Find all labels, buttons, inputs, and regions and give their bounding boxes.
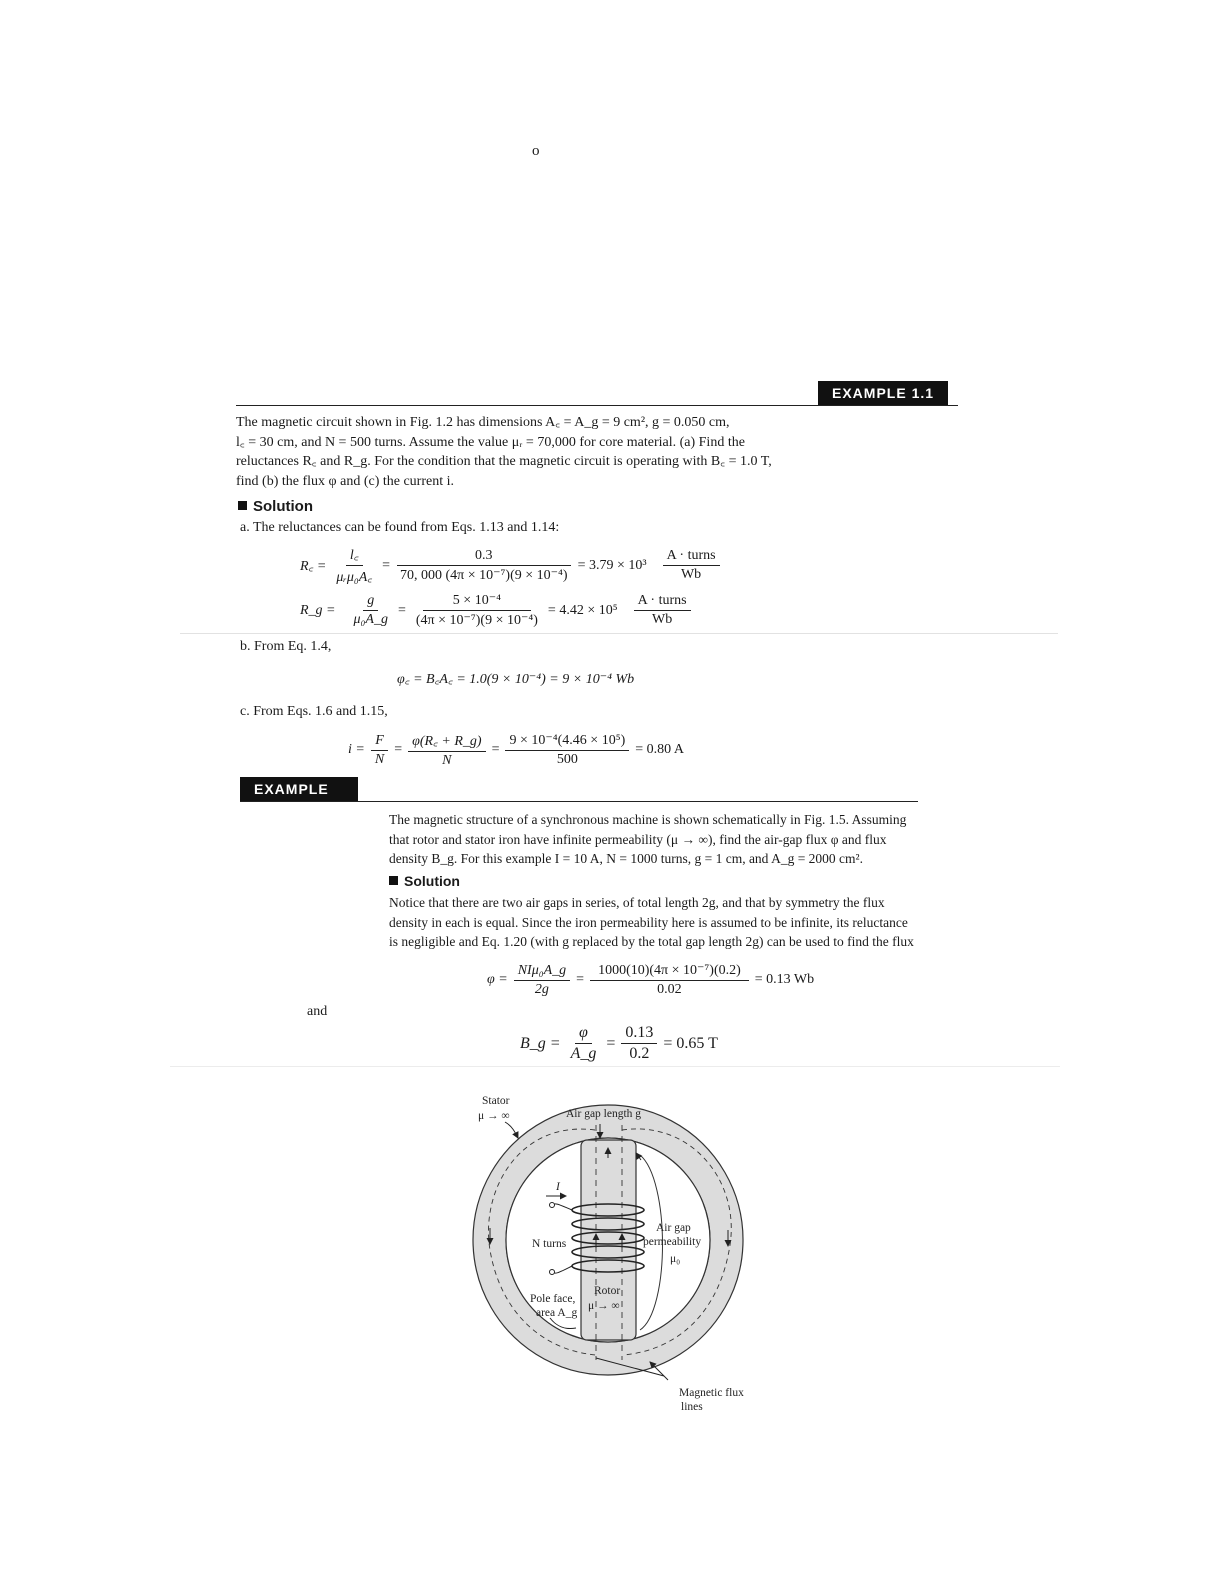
example-1-1-solution-heading: Solution bbox=[238, 498, 313, 515]
example-1-1-badge: EXAMPLE 1.1 bbox=[818, 381, 948, 405]
step-b: b. From Eq. 1.4, bbox=[240, 639, 332, 654]
label-stator-mu: μ → ∞ bbox=[478, 1110, 510, 1122]
label-stator: Stator bbox=[482, 1095, 510, 1107]
label-mu0: μ₀ bbox=[670, 1253, 681, 1265]
label-rotor-mu: μ → ∞ bbox=[588, 1300, 620, 1312]
equation-flux-core: φ꜀ = B꜀A꜀ = 1.0(9 × 10⁻⁴) = 9 × 10⁻⁴ Wb bbox=[397, 672, 635, 687]
label-n-turns: N turns bbox=[532, 1238, 567, 1250]
square-bullet-icon bbox=[389, 876, 398, 885]
step-c: c. From Eqs. 1.6 and 1.15, bbox=[240, 704, 388, 719]
fraction: $\frac{\text{1000(10)(4π × 10⁻⁷)(0.2)}}{0.02}$ bbox=[590, 962, 749, 998]
fraction: $\frac{g}{\text{μ₀A\_g}}$ bbox=[353, 593, 388, 627]
example-1-1-rule bbox=[236, 405, 958, 406]
equation-air-gap-flux: φ = $\frac{\text{NIμ₀A\_g}}{2g}$ = $\frac{\text{1000(10)(4π × 10⁻⁷)(0.2)}}{0.02}$ = 0.13 Wb bbox=[487, 962, 815, 997]
label-rotor: Rotor bbox=[594, 1285, 621, 1297]
fraction: $\frac{0.13}{0.2}$ bbox=[621, 1024, 657, 1063]
scan-line bbox=[170, 1066, 1060, 1067]
terminal-icon bbox=[550, 1270, 555, 1275]
example-1-2-solution-text bbox=[389, 893, 919, 952]
label-permeability: permeability bbox=[643, 1236, 702, 1248]
equation-reluctance-core: R꜀ = $\frac{l꜀}{\text{μᵣμ₀A꜀}}$ = $\frac{0.3}{\text{70, 000 (4π × 10⁻⁷)(9 × 10⁻⁴)}}$ = 3.79 × 10³ $\frac{\text{A · turns}}{Wb}$ bbox=[300, 545, 720, 586]
terminal-icon bbox=[550, 1203, 555, 1208]
label-air-gap-length: Air gap length g bbox=[566, 1108, 642, 1120]
problem-line: The magnetic circuit shown in Fig. 1.2 has dimensions A꜀ = A_g = 9 cm², g = 0.050 cm, bbox=[236, 415, 730, 430]
label-pole-face: Pole face, bbox=[530, 1293, 576, 1305]
example-1-2-badge: EXAMPLE 1.2 bbox=[240, 777, 358, 801]
example-1-1-problem bbox=[236, 413, 799, 491]
equation-reluctance-gap: R_g = $\frac{g}{\text{μ₀A\_g}}$ = $\frac{\text{5 × 10⁻⁴}}{\text{(4π × 10⁻⁷)(9 × 10⁻⁴)}}$ = 4.42 × 10⁵ $\frac{\text{A · turns}}{Wb}$ bbox=[300, 592, 691, 629]
label-air-gap: Air gap bbox=[656, 1222, 691, 1234]
problem-line: density B_g. For this example I = 10 A, N = 1000 turns, g = 1 cm, and A_g = 2000 cm². bbox=[389, 851, 863, 866]
square-bullet-icon bbox=[238, 501, 247, 510]
fraction: $\frac{\varphi}{A\_g}$ bbox=[570, 1024, 597, 1062]
scan-line bbox=[180, 633, 1058, 634]
fraction: $\frac{\text{NIμ₀A\_g}}{2g}$ bbox=[514, 963, 570, 998]
label-pole-area: area A_g bbox=[536, 1307, 578, 1319]
fraction: $\frac{\text{5 × 10⁻⁴}}{\text{(4π × 10⁻⁷)(9 × 10⁻⁴)}}$ bbox=[415, 593, 538, 628]
synchronous-machine-figure bbox=[440, 1088, 780, 1418]
label-current: I bbox=[556, 1181, 560, 1193]
problem-line: The magnetic structure of a synchronous machine is shown schematically in Fig. 1.5. Assuming bbox=[389, 812, 907, 827]
fraction: $\frac{0.3}{\text{70, 000 (4π × 10⁻⁷)(9 × 10⁻⁴)}}$ bbox=[396, 548, 572, 584]
problem-line: that rotor and stator iron have infinite permeability (μ → ∞), find the air-gap flux φ and flux bbox=[389, 831, 887, 847]
fraction: $\frac{F}{N}$ bbox=[371, 733, 388, 768]
fraction: $\frac{l꜀}{\text{μᵣμ₀A꜀}}$ bbox=[332, 545, 376, 586]
fraction: $\frac{\text{9 × 10⁻⁴(4.46 × 10⁵)}}{500}$ bbox=[505, 732, 629, 768]
unit-fraction: $\frac{\text{A · turns}}{Wb}$ bbox=[663, 548, 720, 583]
label-lines: lines bbox=[681, 1401, 703, 1413]
problem-line: find (b) the flux φ and (c) the current i. bbox=[236, 473, 454, 489]
fraction: $\frac{\varphi(R꜀ + R\_g)}{N}$ bbox=[408, 731, 485, 769]
unit-fraction: $\frac{\text{A · turns}}{Wb}$ bbox=[634, 593, 691, 628]
problem-line: reluctances R꜀ and R_g. For the condition that the magnetic circuit is operating with B꜀ = 1.0 T, bbox=[236, 454, 772, 469]
step-a: a. The reluctances can be found from Eqs. 1.13 and 1.14: bbox=[240, 520, 560, 535]
solution-line: density in each is equal. Since the iron permeability here is assumed to be infinite, its reluctance bbox=[389, 914, 908, 930]
example-1-2-rule bbox=[240, 801, 918, 802]
page-top-mark: o bbox=[532, 143, 540, 159]
equation-current: i = $\frac{F}{N}$ = $\frac{\varphi(R꜀ + R\_g)}{N}$ = $\frac{\text{9 × 10⁻⁴(4.46 × 10⁵)}}{500}$ = 0.80 A bbox=[348, 732, 684, 768]
stator-leader bbox=[505, 1122, 518, 1138]
equation-flux-density: B_g = $\frac{\varphi}{A\_g}$ = $\frac{0.13}{0.2}$ = 0.65 T bbox=[520, 1024, 718, 1062]
solution-line: is negligible and Eq. 1.20 (with g replaced by the total gap length 2g) can be used to find the flux bbox=[389, 934, 914, 949]
label-magnetic-flux: Magnetic flux bbox=[679, 1387, 744, 1399]
example-1-2-solution-heading: Solution bbox=[389, 873, 460, 889]
example-1-2-problem bbox=[389, 810, 919, 869]
solution-line: Notice that there are two air gaps in series, of total length 2g, and that by symmetry the flux bbox=[389, 895, 885, 910]
and-word: and bbox=[307, 1004, 328, 1019]
problem-line: l꜀ = 30 cm, and N = 500 turns. Assume the value μᵣ = 70,000 for core material. (a) Find the bbox=[236, 434, 745, 450]
